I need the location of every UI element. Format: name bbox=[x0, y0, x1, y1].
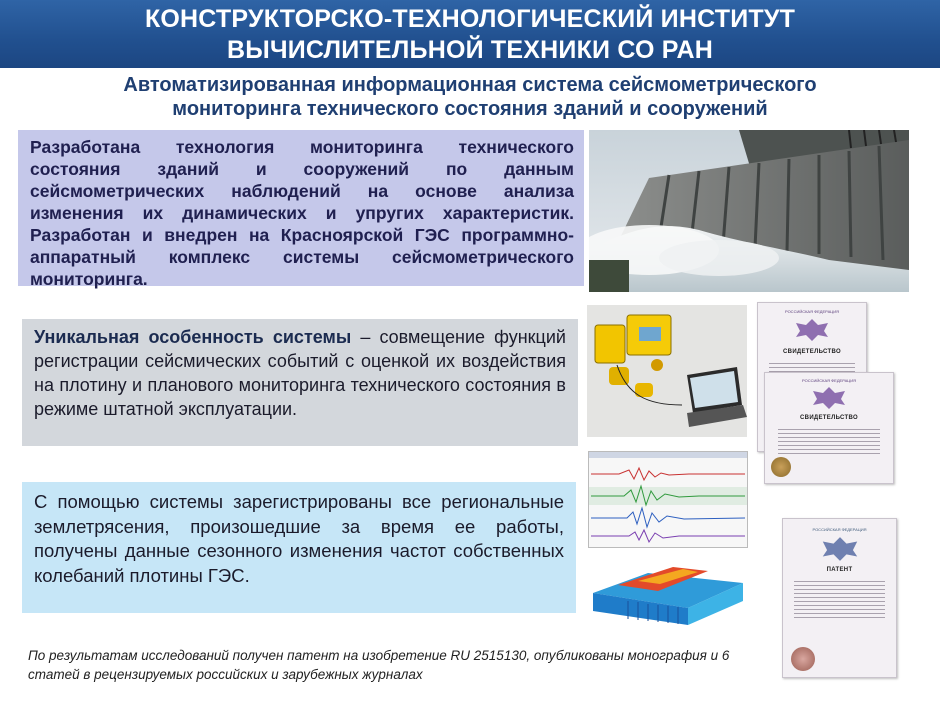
patent-title: ПАТЕНТ bbox=[826, 567, 853, 573]
certificate-2 bbox=[764, 372, 894, 484]
institute-header bbox=[0, 0, 940, 68]
earthquakes-text: С помощью системы зарегистрированы все региональные землетрясения, произошедшие за время ее работы, получены данные сезонного изменения частот собственных колебаний плотины ГЭС. bbox=[34, 491, 564, 586]
unique-feature-text: – совмещение функций регистрации сейсмических событий с оценкой их воздействия на плотину и планового мониторинга технического состояния в режиме штатной эксплуатации. bbox=[34, 327, 566, 419]
certificate-2-title: СВИДЕТЕЛЬСТВО bbox=[800, 415, 858, 421]
unique-feature-heading: Уникальная особенность системы bbox=[34, 327, 352, 347]
certificate-2-seal bbox=[771, 457, 791, 477]
header-line-1: КОНСТРУКТОРСКО-ТЕХНОЛОГИЧЕСКИЙ ИНСТИТУТ bbox=[144, 5, 796, 33]
crest-icon bbox=[809, 385, 849, 411]
earthquakes-box bbox=[22, 482, 576, 613]
unique-feature-box bbox=[22, 319, 578, 446]
patent-country: РОССИЙСКАЯ ФЕДЕРАЦИЯ bbox=[812, 527, 867, 532]
technology-description-box bbox=[18, 130, 584, 289]
technology-description-text: Разработана технология мониторинга технического состояния зданий и сооружений по данным сейсмометрических наблюдений на основе анализа изменения их динамических и упругих характеристик. Разработан и внедрен на Красноярской ГЭС программно-аппаратный комплекс системы сейсмометрического мониторинга. bbox=[30, 137, 574, 289]
equipment-photo bbox=[587, 305, 747, 437]
patent-footnote-text: По результатам исследований получен патент на изобретение RU 2515130, опубликованы монография и 6 статей в рецензируемых российских и зарубежных журналах bbox=[28, 648, 730, 682]
crest-icon bbox=[792, 317, 832, 343]
crest-icon bbox=[818, 535, 862, 563]
dam-photo bbox=[589, 130, 909, 292]
patent-certificate bbox=[782, 518, 897, 678]
seismogram-plot bbox=[588, 451, 748, 548]
slide-subtitle bbox=[30, 73, 910, 121]
certificate-2-country: РОССИЙСКАЯ ФЕДЕРАЦИЯ bbox=[802, 378, 856, 383]
subtitle-line-2: мониторинга технического состояния зданий и сооружений bbox=[172, 98, 768, 120]
patent-seal bbox=[791, 647, 815, 671]
dam-model-render bbox=[588, 553, 748, 638]
patent-footnote bbox=[28, 646, 743, 684]
certificate-1-title: СВИДЕТЕЛЬСТВО bbox=[783, 349, 841, 355]
certificate-1-country: РОССИЙСКАЯ ФЕДЕРАЦИЯ bbox=[784, 309, 839, 314]
subtitle-line-1: Автоматизированная информационная система сейсмометрического bbox=[123, 74, 817, 96]
header-line-2: ВЫЧИСЛИТЕЛЬНОЙ ТЕХНИКИ СО РАН bbox=[227, 36, 713, 64]
